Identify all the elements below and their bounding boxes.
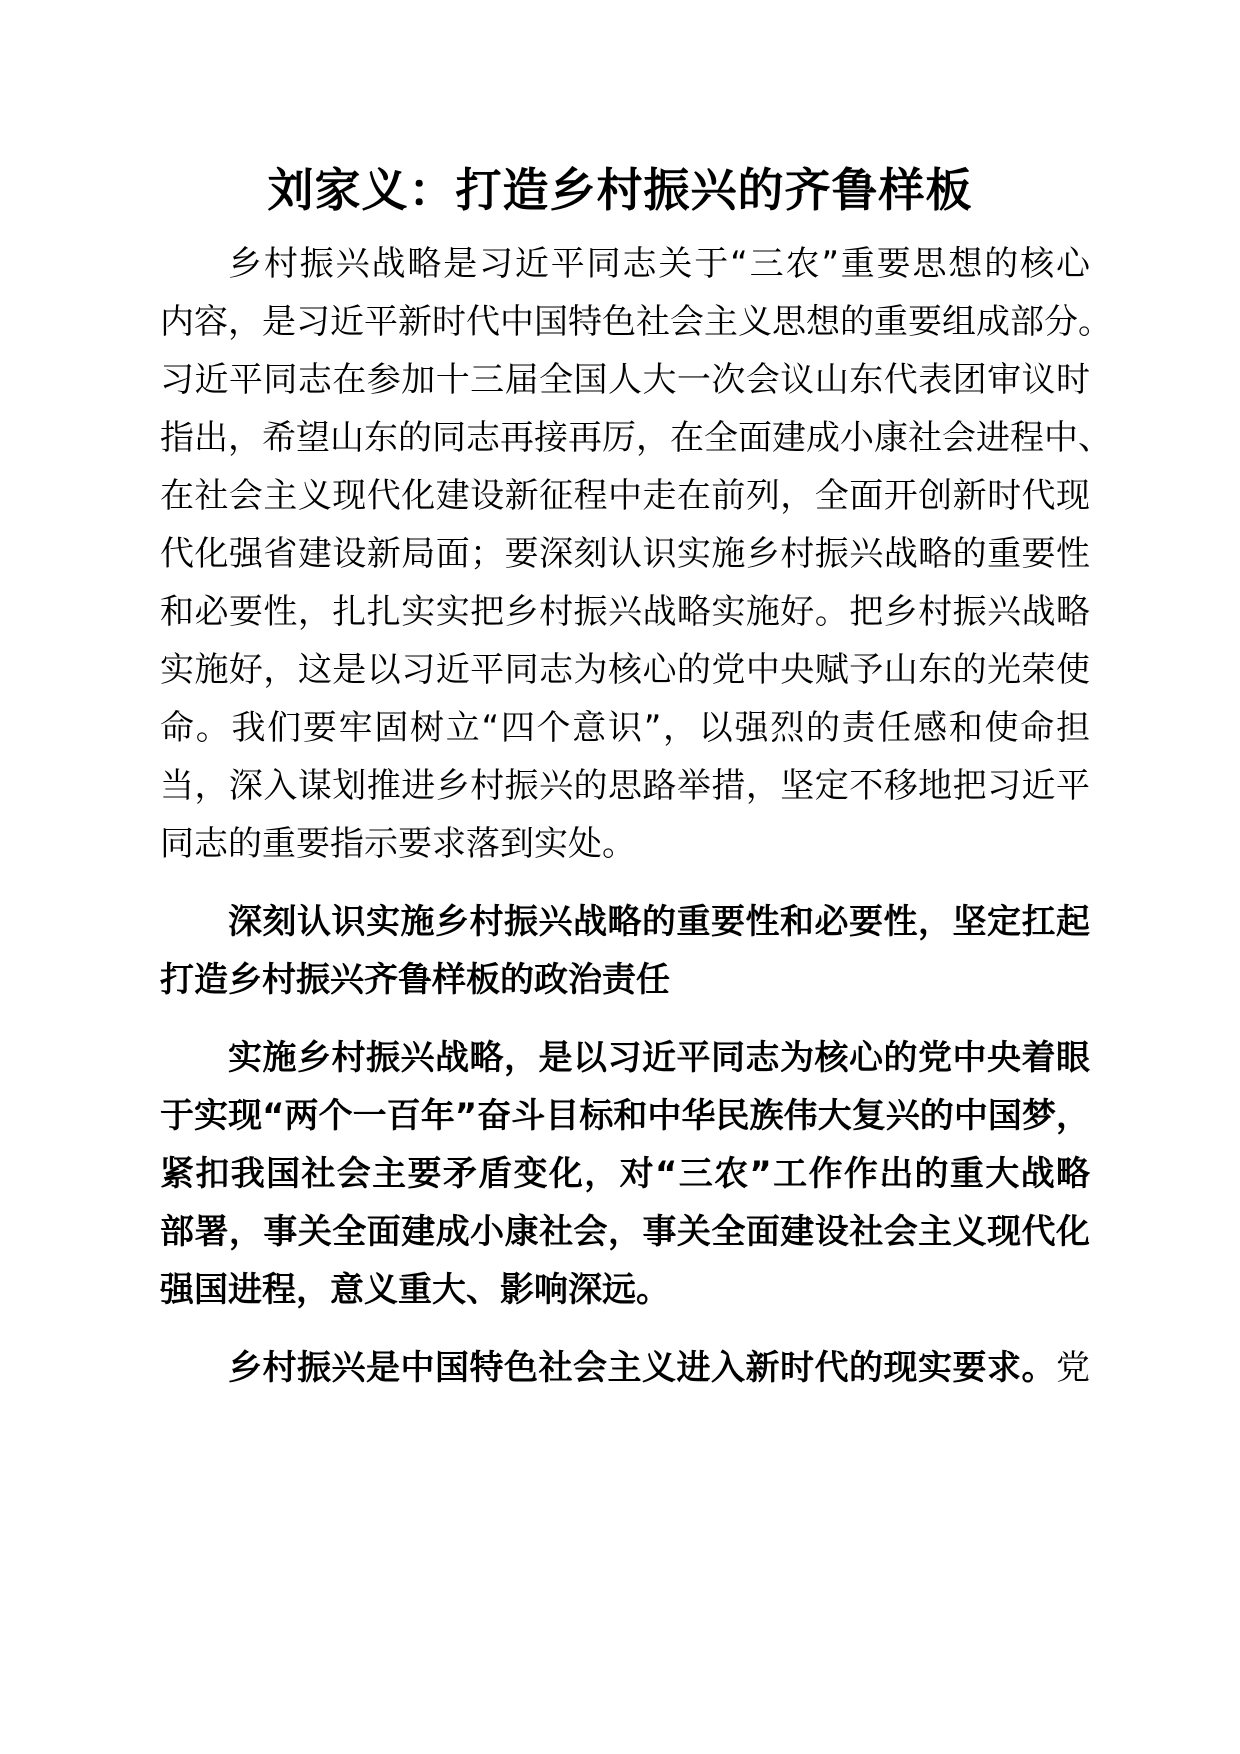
paragraph-1-line-5: 在社会主义现代化建设新征程中走在前列，全面开创新时代现 [160,476,1090,516]
section-heading-line-2: 打造乡村振兴齐鲁样板的政治责任 [160,960,670,1000]
paragraph-1-line-11: 同志的重要指示要求落到实处。 [160,824,636,864]
paragraph-1-line-4: 指出，希望山东的同志再接再厉，在全面建成小康社会进程中、 [160,418,1112,458]
paragraph-3-line-1 [160,1344,1090,1392]
paragraph-3-normal-text: 党 [1056,1348,1090,1388]
document-title: 刘家义：打造乡村振兴的齐鲁样板 [267,163,973,217]
paragraph-2-line-2: 于实现“两个一百年”奋斗目标和中华民族伟大复兴的中国梦， [160,1096,1090,1136]
paragraph-1-line-10: 当，深入谋划推进乡村振兴的思路举措，坚定不移地把习近平 [160,766,1090,806]
paragraph-1-line-3: 习近平同志在参加十三届全国人大一次会议山东代表团审议时 [160,360,1090,400]
paragraph-2-line-5: 强国进程，意义重大、影响深远。 [160,1270,670,1310]
paragraph-2-line-3: 紧扣我国社会主要矛盾变化，对“三农”工作作出的重大战略 [160,1154,1090,1194]
paragraph-1-line-2: 内容，是习近平新时代中国特色社会主义思想的重要组成部分。 [160,302,1112,342]
paragraph-2-line-1: 实施乡村振兴战略，是以习近平同志为核心的党中央着眼 [228,1038,1090,1078]
paragraph-1-line-9: 命。我们要牢固树立“四个意识”，以强烈的责任感和使命担 [160,708,1090,748]
paragraph-2-line-4: 部署，事关全面建成小康社会，事关全面建设社会主义现代化 [160,1212,1090,1252]
paragraph-1-line-7: 和必要性，扎扎实实把乡村振兴战略实施好。把乡村振兴战略 [160,592,1090,632]
section-heading-line-1: 深刻认识实施乡村振兴战略的重要性和必要性，坚定扛起 [228,902,1090,942]
paragraph-1-line-1: 乡村振兴战略是习近平同志关于“三农”重要思想的核心 [228,244,1090,284]
paragraph-1-line-8: 实施好，这是以习近平同志为核心的党中央赋予山东的光荣使 [160,650,1090,690]
paragraph-1-line-6: 代化强省建设新局面；要深刻认识实施乡村振兴战略的重要性 [160,534,1090,574]
paragraph-3-bold-text: 乡村振兴是中国特色社会主义进入新时代的现实要求。 [228,1348,1056,1388]
